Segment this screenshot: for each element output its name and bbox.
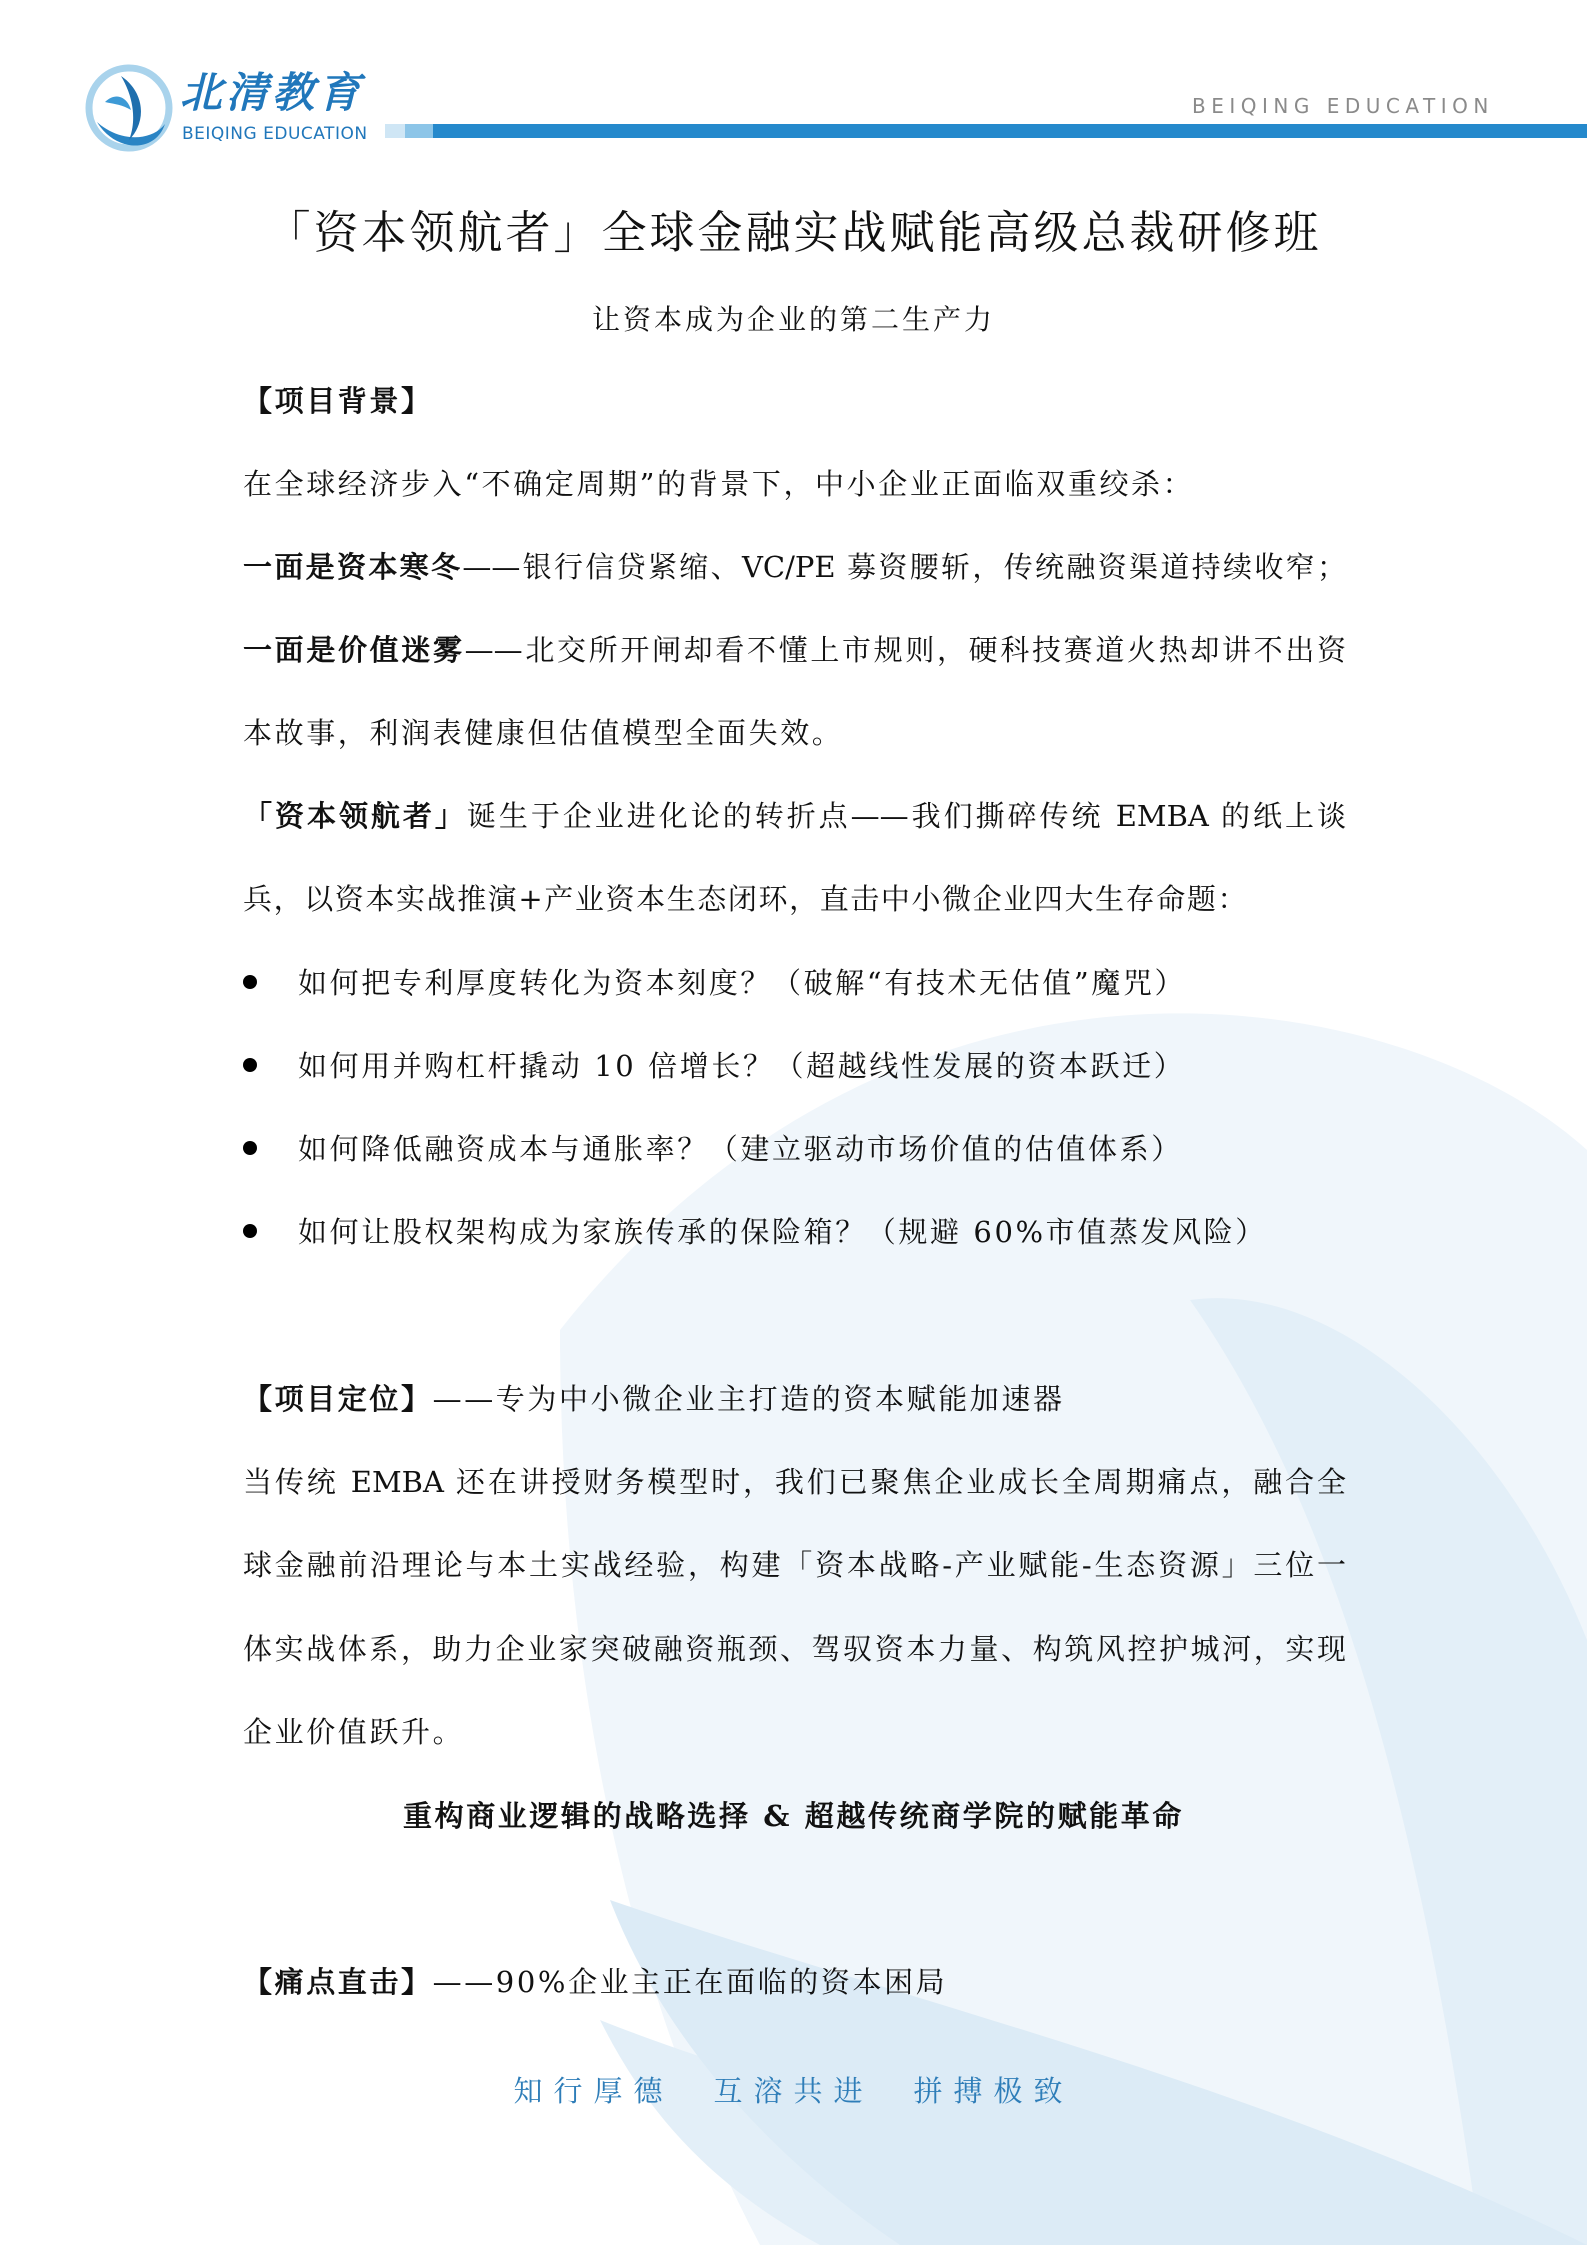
list-item: 如何让股权架构成为家族传承的保险箱？（规避 60%市值蒸发风险） <box>298 1215 1267 1249</box>
list-item: 如何把专利厚度转化为资本刻度？（破解“有技术无估值”魔咒） <box>298 966 1187 1000</box>
positioning-line: 企业价值跃升。 <box>243 1715 465 1749</box>
logo-cn: 北清教育 <box>180 68 365 117</box>
bullet-icon <box>243 1141 257 1155</box>
section-heading-pain: 【痛点直击】——90%企业主正在面临的资本困局 <box>243 1965 948 1999</box>
positioning-line: 球金融前沿理论与本土实战经验，构建「资本战略-产业赋能-生态资源」三位一 <box>243 1548 1346 1582</box>
positioning-tagline: 重构商业逻辑的战略选择 & 超越传统商学院的赋能革命 <box>403 1799 1184 1833</box>
background-paragraph-3-cont: 兵，以资本实战推演+产业资本生态闭环，直击中小微企业四大生存命题： <box>243 882 1249 916</box>
motto-2: 互溶共进 <box>713 2074 874 2108</box>
background-paragraph-2: 一面是价值迷雾——北交所开闸却看不懂上市规则，硬科技赛道火热却讲不出资 <box>243 633 1346 667</box>
page-title: 「资本领航者」全球金融实战赋能高级总裁研修班 <box>265 206 1322 259</box>
positioning-line: 体实战体系，助力企业家突破融资瓶颈、驾驭资本力量、构筑风控护城河，实现 <box>243 1632 1346 1666</box>
section-heading-positioning: 【项目定位】——专为中小微企业主打造的资本赋能加速器 <box>243 1382 1065 1416</box>
list-item: 如何用并购杠杆撬动 10 倍增长？（超越线性发展的资本跃迁） <box>298 1049 1186 1083</box>
bullet-icon <box>243 975 257 989</box>
positioning-line: 当传统 EMBA 还在讲授财务模型时，我们已聚焦企业成长全周期痛点，融合全 <box>243 1465 1346 1499</box>
motto-3: 拼搏极致 <box>913 2074 1074 2108</box>
background-paragraph-1: 一面是资本寒冬——银行信贷紧缩、VC/PE 募资腰斩，传统融资渠道持续收窄； <box>243 550 1346 584</box>
section-heading-background: 【项目背景】 <box>243 384 433 418</box>
background-paragraph-2-cont: 本故事，利润表健康但估值模型全面失效。 <box>243 716 844 750</box>
right-brand-text: BEIQING EDUCATION <box>1192 94 1494 118</box>
bullet-icon <box>243 1224 257 1238</box>
motto-1: 知行厚德 <box>513 2074 674 2108</box>
bullet-icon <box>243 1058 257 1072</box>
page-subtitle: 让资本成为企业的第二生产力 <box>591 303 995 336</box>
header-bar <box>385 124 1587 138</box>
footer-motto <box>0 2071 1587 2111</box>
logo-en: BEIQING EDUCATION <box>182 124 368 144</box>
background-paragraph-3: 「资本领航者」诞生于企业进化论的转折点——我们撕碎传统 EMBA 的纸上谈 <box>243 799 1346 833</box>
logo-icon <box>85 62 175 154</box>
list-item: 如何降低融资成本与通胀率？（建立驱动市场价值的估值体系） <box>298 1132 1183 1166</box>
background-intro: 在全球经济步入“不确定周期”的背景下，中小企业正面临双重绞杀： <box>243 467 1195 501</box>
header-bar-light <box>385 124 433 138</box>
